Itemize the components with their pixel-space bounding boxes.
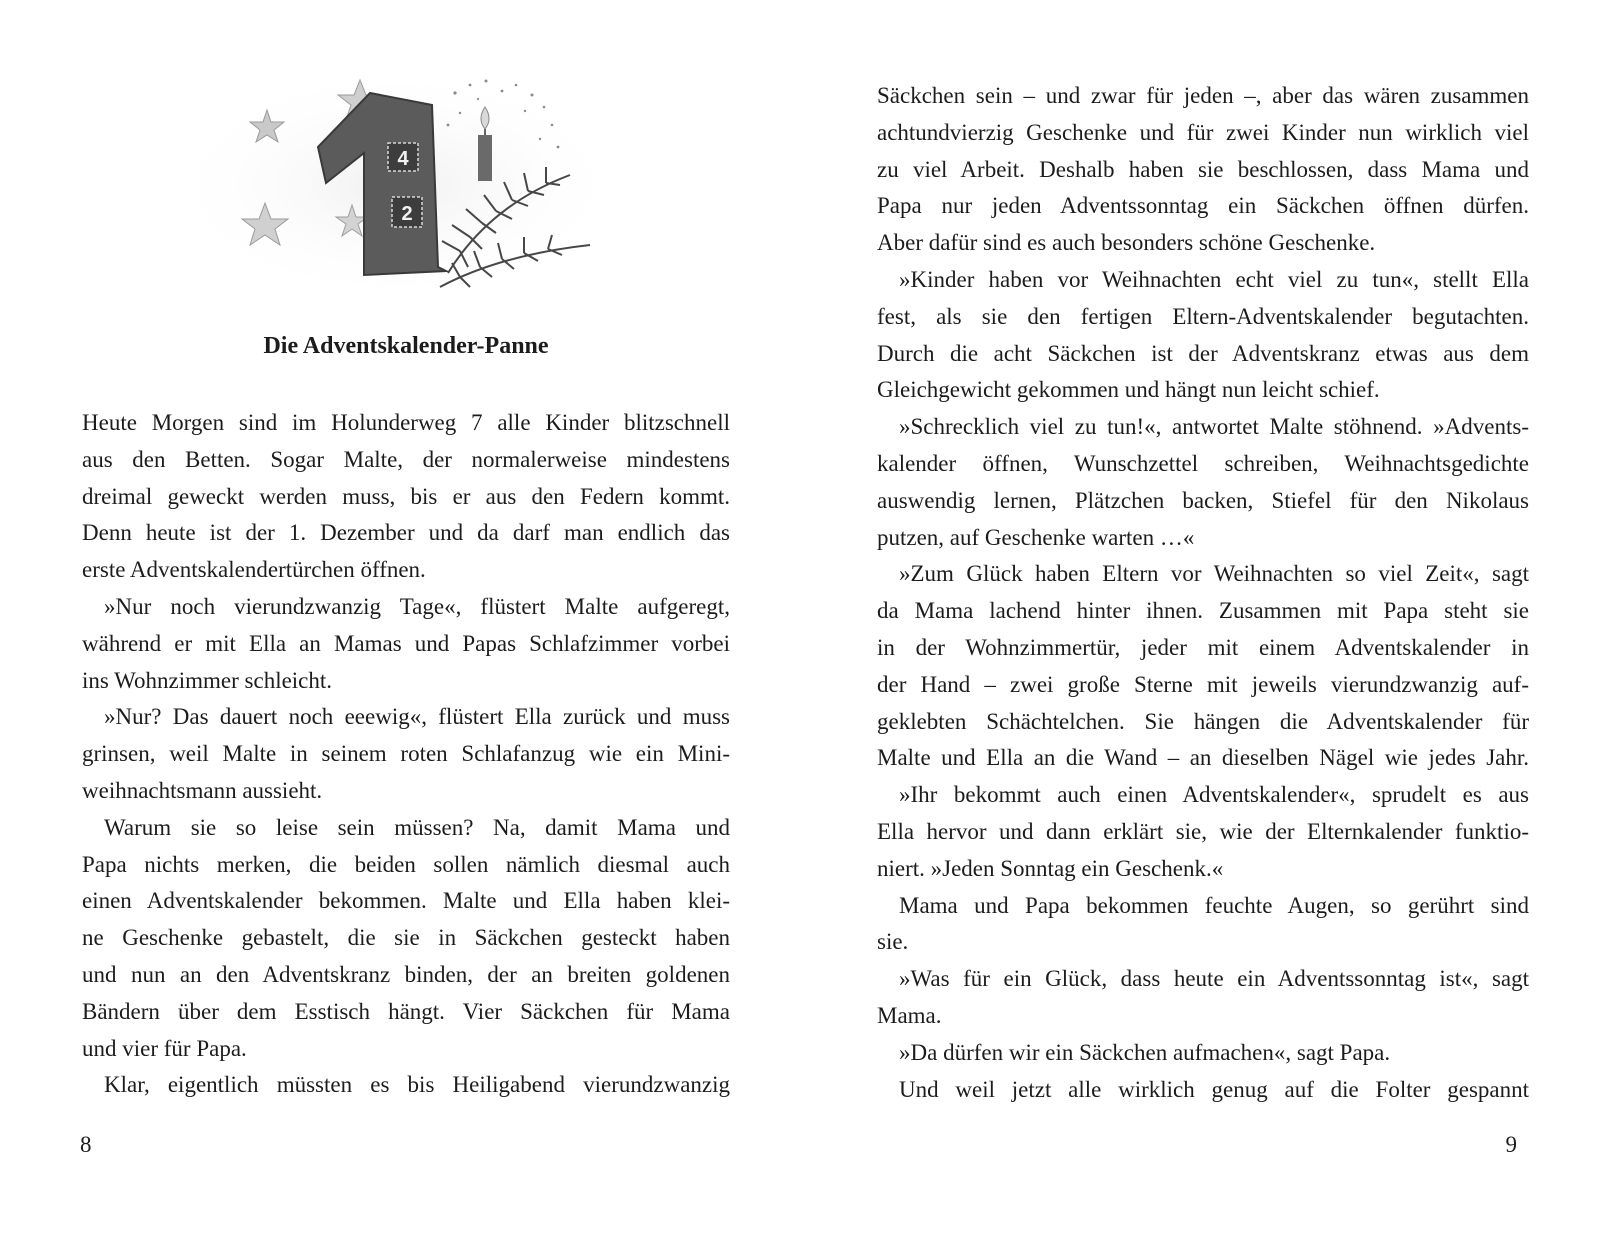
text-line: auswendig lernen, Plätzchen backen, Stiefel für den Nikolaus bbox=[877, 487, 1529, 513]
text-line: und vier für Papa. bbox=[82, 1035, 247, 1061]
calendar-door-number: 2 bbox=[401, 203, 413, 225]
page-number-left: 8 bbox=[80, 1132, 92, 1157]
text-line: aus den Betten. Sogar Malte, der normalerweise mindestens bbox=[82, 446, 730, 472]
text-line: dreimal geweckt werden muss, bis er aus den Federn kommt. bbox=[82, 483, 730, 509]
text-line: grinsen, weil Malte in seinem roten Schlafanzug wie ein Mini- bbox=[82, 741, 730, 767]
advent-calendar-number-one-illustration bbox=[160, 55, 630, 305]
text-line: Denn heute ist der 1. Dezember und da darf man endlich das bbox=[82, 520, 730, 546]
text-line: zu viel Arbeit. Deshalb haben sie beschlossen, dass Mama und bbox=[877, 156, 1529, 182]
text-line: »Was für ein Glück, dass heute ein Adventssonntag ist«, sagt bbox=[899, 966, 1529, 992]
text-line: Durch die acht Säckchen ist der Adventskranz etwas aus dem bbox=[877, 340, 1529, 366]
text-line: und nun an den Adventskranz binden, der an breiten goldenen bbox=[82, 961, 730, 987]
page-number-right: 9 bbox=[1505, 1132, 1517, 1157]
text-line: weihnachtsmann aussieht. bbox=[82, 777, 323, 803]
text-line: Ella hervor und dann erklärt sie, wie der Elternkalender funktio- bbox=[877, 818, 1529, 844]
text-line: während er mit Ella an Mamas und Papas Schlafzimmer vorbei bbox=[82, 630, 730, 656]
text-line: fest, als sie den fertigen Eltern-Adventskalender begutachten. bbox=[877, 303, 1529, 329]
text-line: achtundvierzig Geschenke und für zwei Kinder nun wirklich viel bbox=[877, 119, 1529, 145]
text-line: da Mama lachend hinter ihnen. Zusammen mit Papa steht sie bbox=[877, 598, 1529, 624]
text-line: Gleichgewicht gekommen und hängt nun leicht schief. bbox=[877, 377, 1380, 403]
text-line: in der Wohnzimmertür, jeder mit einem Adventskalender in bbox=[877, 634, 1529, 660]
candle-icon bbox=[478, 135, 492, 181]
text-line: »Schrecklich viel zu tun!«, antwortet Malte stöhnend. »Advents- bbox=[899, 414, 1529, 440]
text-line: sie. bbox=[877, 929, 909, 955]
text-line: Bändern über dem Esstisch hängt. Vier Säckchen für Mama bbox=[82, 998, 730, 1024]
text-line: erste Adventskalendertürchen öffnen. bbox=[82, 557, 426, 583]
text-line: »Zum Glück haben Eltern vor Weihnachten so viel Zeit«, sagt bbox=[899, 561, 1529, 587]
text-line: »Nur noch vierundzwanzig Tage«, flüstert Malte aufgeregt, bbox=[104, 593, 730, 619]
text-line: der Hand – zwei große Sterne mit jeweils vierundzwanzig auf- bbox=[877, 671, 1529, 697]
text-line: »Kinder haben vor Weihnachten echt viel zu tun«, stellt Ella bbox=[899, 266, 1529, 292]
text-line: geklebten Schächtelchen. Sie hängen die Adventskalender für bbox=[877, 708, 1529, 734]
text-line: kalender öffnen, Wunschzettel schreiben, Weihnachtsgedichte bbox=[877, 450, 1529, 476]
text-line: niert. »Jeden Sonntag ein Geschenk.« bbox=[877, 855, 1224, 881]
text-line: einen Adventskalender bekommen. Malte und Ella haben klei- bbox=[82, 888, 730, 914]
text-line: »Ihr bekommt auch einen Adventskalender«, sprudelt es aus bbox=[899, 782, 1529, 808]
chapter-title: Die Adventskalender-Panne bbox=[263, 333, 549, 359]
text-line: Und weil jetzt alle wirklich genug auf die Folter gespannt bbox=[899, 1076, 1529, 1102]
text-line: Mama und Papa bekommen feuchte Augen, so gerührt sind bbox=[899, 892, 1529, 918]
text-line: Warum sie so leise sein müssen? Na, damit Mama und bbox=[104, 814, 730, 840]
text-line: Papa nichts merken, die beiden sollen nämlich diesmal auch bbox=[82, 851, 730, 877]
text-line: Klar, eigentlich müssten es bis Heiligabend vierundzwanzig bbox=[104, 1072, 730, 1098]
left-body-text bbox=[82, 405, 730, 1104]
text-line: ins Wohnzimmer schleicht. bbox=[82, 667, 333, 693]
right-body-text bbox=[877, 78, 1529, 1108]
calendar-door-number: 4 bbox=[397, 148, 409, 170]
text-line: Papa nur jeden Adventssonntag ein Säckchen öffnen dürfen. bbox=[877, 193, 1529, 219]
text-line: Aber dafür sind es auch besonders schöne Geschenke. bbox=[877, 230, 1376, 256]
text-line: Malte und Ella an die Wand – an dieselben Nägel wie jedes Jahr. bbox=[877, 745, 1529, 771]
text-line: »Nur? Das dauert noch eeewig«, flüstert Ella zurück und muss bbox=[104, 704, 730, 730]
text-line: Heute Morgen sind im Holunderweg 7 alle Kinder blitzschnell bbox=[82, 410, 730, 435]
text-line: ne Geschenke gebastelt, die sie in Säckchen gesteckt haben bbox=[82, 925, 730, 951]
text-line: Mama. bbox=[877, 1002, 942, 1028]
text-line: »Da dürfen wir ein Säckchen aufmachen«, sagt Papa. bbox=[899, 1039, 1391, 1065]
text-line: putzen, auf Geschenke warten …« bbox=[877, 524, 1195, 550]
text-line: Säckchen sein – und zwar für jeden –, aber das wären zusammen bbox=[877, 83, 1529, 108]
